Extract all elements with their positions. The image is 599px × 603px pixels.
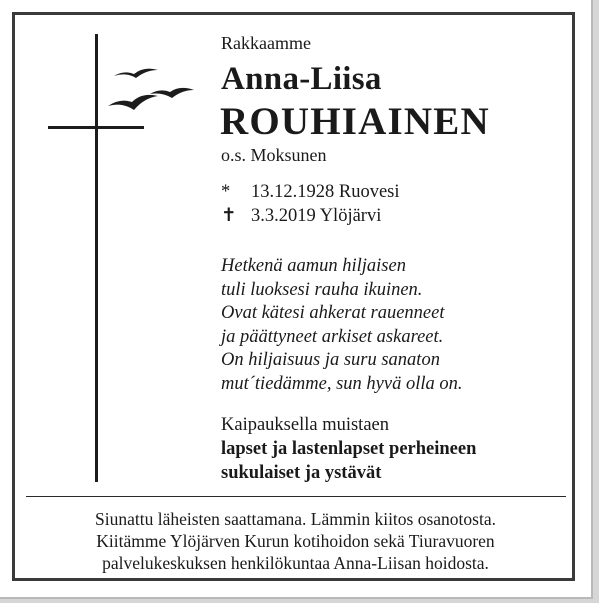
- memorial-verse: [221, 255, 463, 396]
- death-row: [221, 204, 400, 228]
- verse-line: tuli luoksesi rauha ikuinen.: [221, 279, 423, 300]
- birds-icon: [108, 62, 204, 114]
- birth-row: [221, 180, 400, 204]
- birth-symbol: *: [221, 181, 231, 202]
- mourners: [221, 413, 476, 485]
- verse-line: On hiljaisuus ja suru sanaton: [221, 350, 440, 370]
- mourner-line: sukulaiset ja ystävät: [221, 463, 382, 483]
- verse-line: ja päättyneet arkiset askareet.: [221, 326, 444, 347]
- footer-line: Siunattu läheisten saattamana. Lämmin kiitos osanotosta.: [95, 509, 496, 529]
- first-name: Anna-Liisa: [221, 61, 382, 97]
- intro-text: Rakkaamme: [221, 33, 311, 53]
- footer-note: [14, 508, 577, 574]
- verse-line: Hetkenä aamun hiljaisen: [221, 256, 406, 276]
- life-dates: [221, 180, 400, 228]
- birth-date: 13.12.1928 Ruovesi: [251, 181, 400, 202]
- death-cross-icon: ✝: [221, 206, 237, 226]
- death-date: 3.3.2019 Ylöjärvi: [251, 205, 382, 226]
- verse-line: mut´tiedämme, sun hyvä olla on.: [221, 373, 463, 394]
- footer-line: palvelukeskuksen henkilökuntaa Anna-Liisan hoidosta.: [102, 553, 489, 573]
- cross-icon-bar: [48, 126, 144, 129]
- divider: [26, 496, 566, 497]
- verse-line: Ovat kätesi ahkerat rauenneet: [221, 303, 445, 323]
- footer-line: Kiitämme Ylöjärven Kurun kotihoidon sekä Tiuravuoren: [96, 531, 495, 551]
- mourner-line: lapset ja lastenlapset perheineen: [221, 439, 477, 459]
- mourners-intro: Kaipauksella muistaen: [221, 415, 389, 435]
- last-name: ROUHIAINEN: [220, 100, 490, 143]
- maiden-name: o.s. Moksunen: [221, 145, 327, 165]
- cross-icon: [95, 34, 98, 482]
